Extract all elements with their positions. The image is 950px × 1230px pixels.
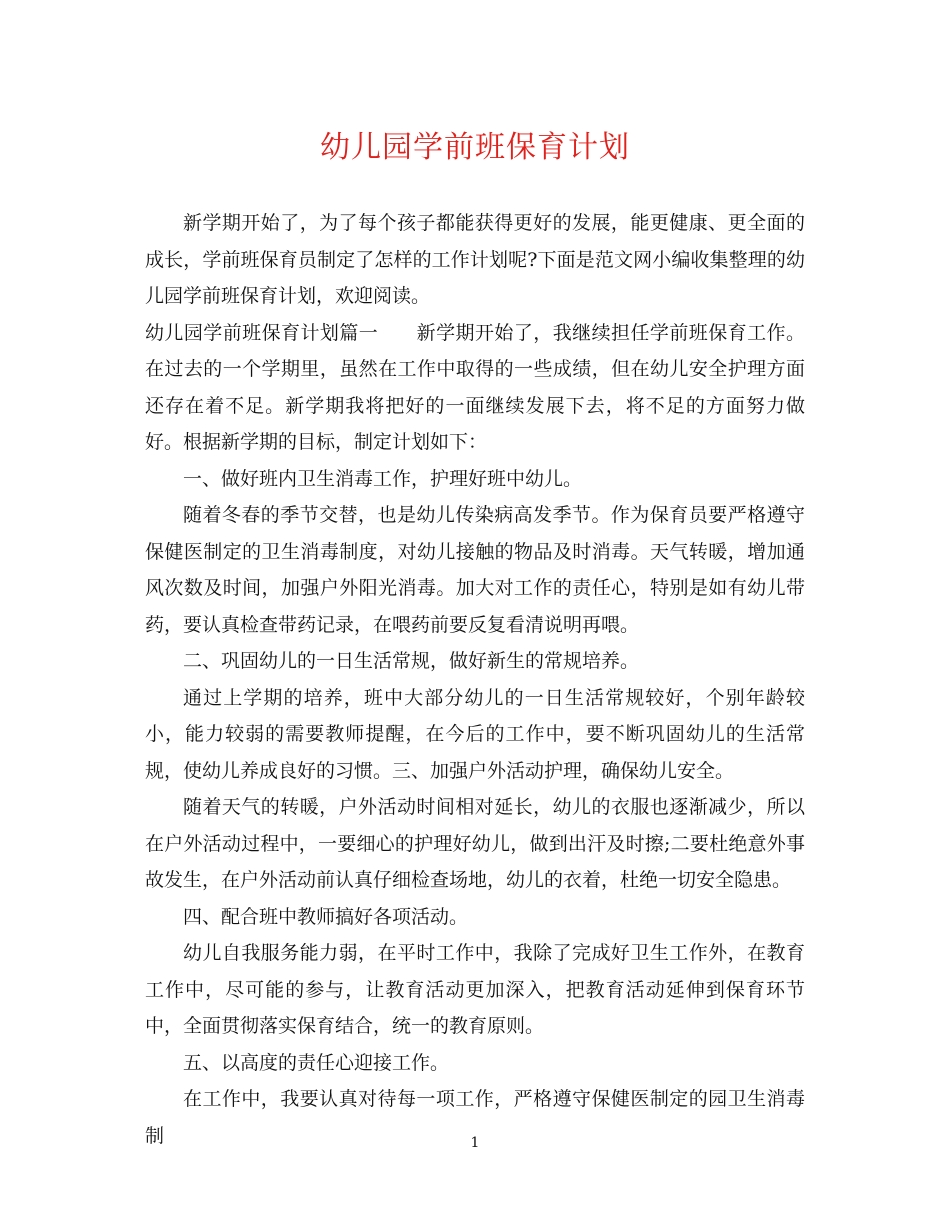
document-title: 幼儿园学前班保育计划 [320,130,630,165]
section-label: 幼儿园学前班保育计划篇一 [145,321,379,344]
section-text: 新学期开始了，我继续担任学前班保育工作。在过去的一个学期里，虽然在工作中取得的一些成绩，但在幼儿安全护理方面还存在着不足。新学期我将把好的一面继续发展下去，将不足的方面努力做好。根据新学期的目标，制定计划如下： [145,321,805,453]
intro-paragraph: 新学期开始了，为了每个孩子都能获得更好的发展，能更健康、更全面的成长，学前班保育员制定了怎样的工作计划呢?下面是范文网小编收集整理的幼儿园学前班保育计划，欢迎阅读。 [145,212,805,307]
paragraph-9: 在工作中，我要认真对待每一项工作，严格遵守保健医制定的园卫生消毒制 [145,1088,805,1147]
paragraph-2: 随着冬春的季节交替，也是幼儿传染病高发季节。作为保育员要严格遵守保健医制定的卫生消毒制度，对幼儿接触的物品及时消毒。天气转暖，增加通风次数及时间，加强户外阳光消毒。加大对工作的责任心，特别是如有幼儿带药，要认真检查带药记录，在喂药前要反复看清说明再喂。 [145,504,805,636]
paragraph-6: 四、配合班中教师搞好各项活动。 [183,905,469,928]
paragraph-7: 幼儿自我服务能力弱，在平时工作中，我除了完成好卫生工作外，在教育工作中，尽可能的参与，让教育活动更加深入，把教育活动延伸到保育环节中，全面贯彻落实保育结合，统一的教育原则。 [145,942,805,1037]
paragraph-5: 随着天气的转暖，户外活动时间相对延长，幼儿的衣服也逐渐减少，所以在户外活动过程中，一要细心的护理好幼儿，做到出汗及时擦;二要杜绝意外事故发生，在户外活动前认真仔细检查场地，幼儿的衣着，杜绝一切安全隐患。 [145,796,805,891]
paragraph-4: 通过上学期的培养，班中大部分幼儿的一日生活常规较好，个别年龄较小，能力较弱的需要教师提醒，在今后的工作中，要不断巩固幼儿的生活常规，使幼儿养成良好的习惯。三、加强户外活动护理，确保幼儿安全。 [145,686,805,782]
section-paragraph [145,315,805,461]
paragraph-8: 五、以高度的责任心迎接工作。 [183,1051,450,1074]
paragraph-1: 一、做好班内卫生消毒工作，护理好班中幼儿。 [183,467,583,490]
paragraph-3: 二、巩固幼儿的一日生活常规，做好新生的常规培养。 [183,650,640,672]
document-body [145,205,805,1154]
page-number: 1 [470,1135,480,1151]
